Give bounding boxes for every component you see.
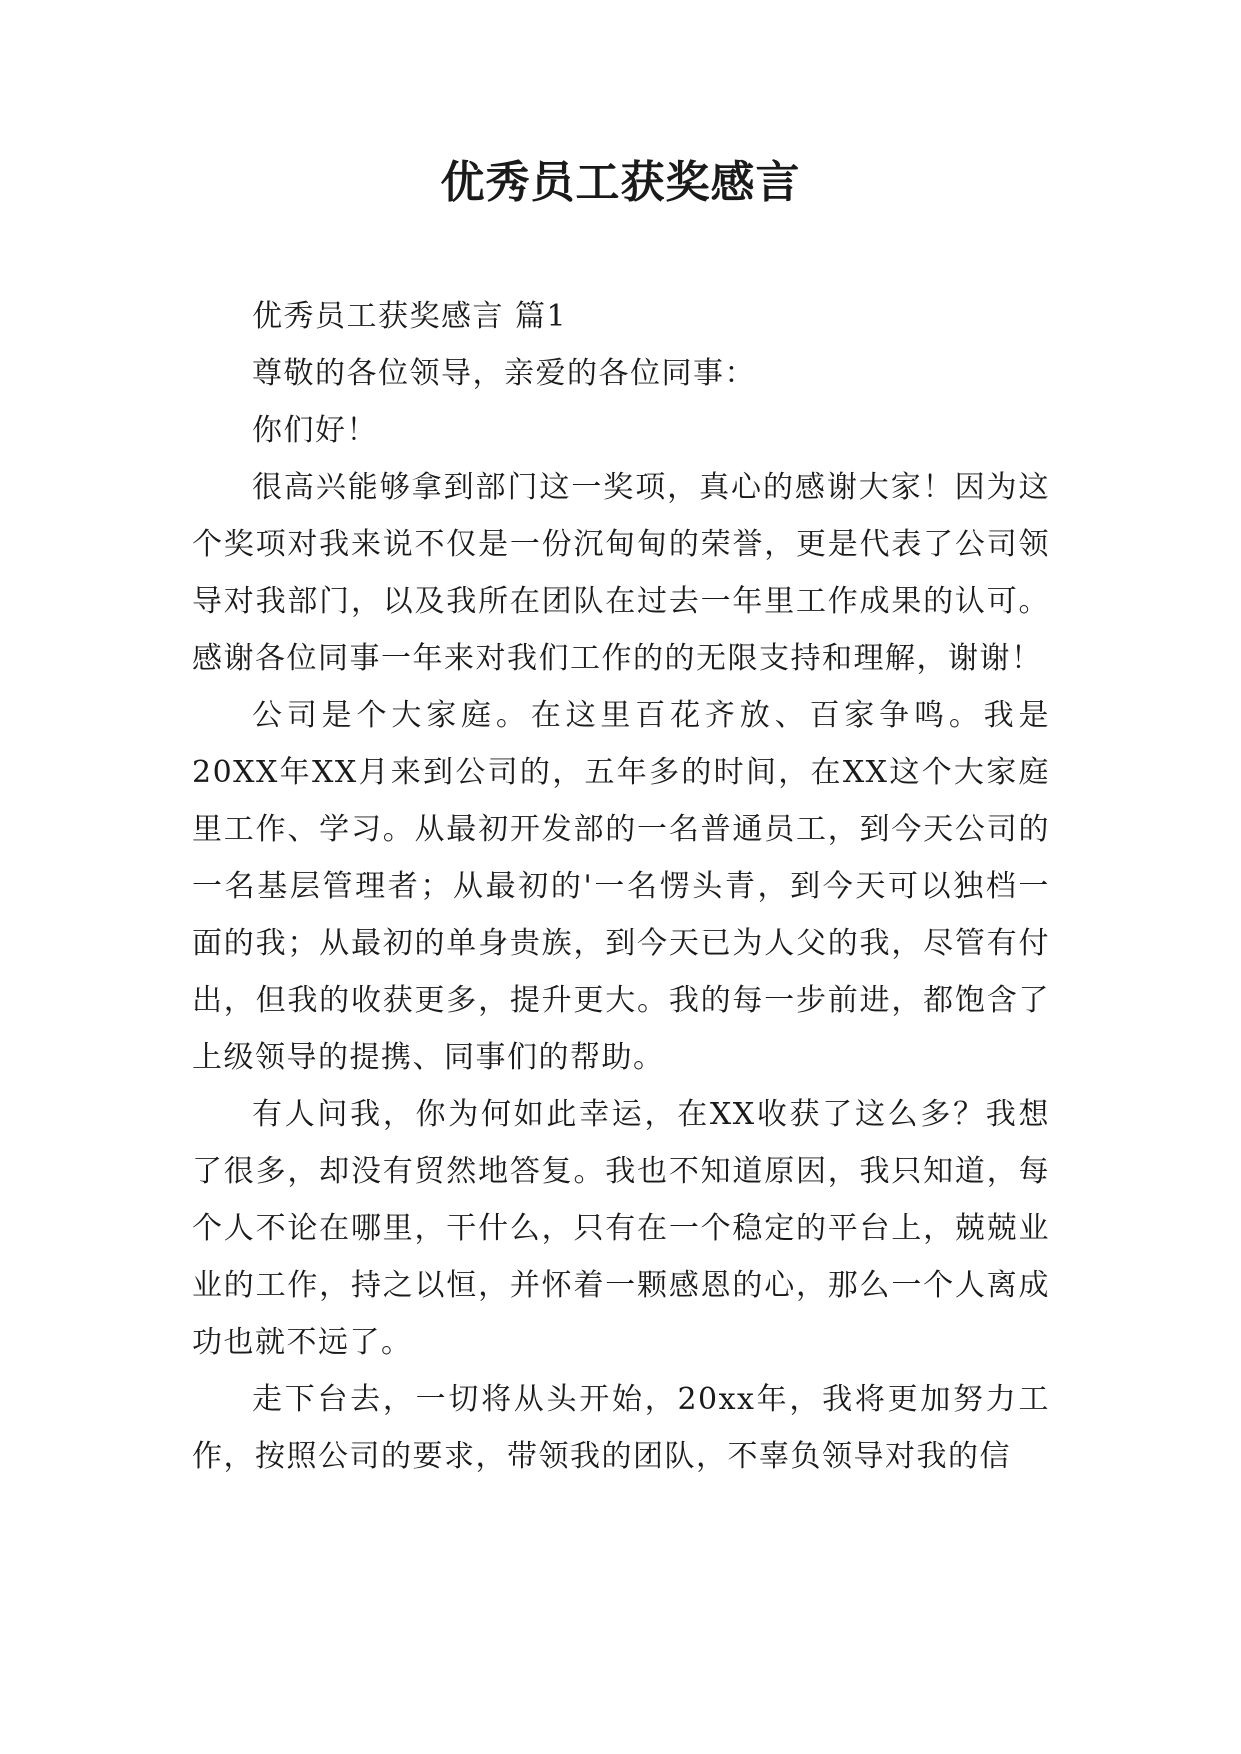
salutation: 尊敬的各位领导，亲爱的各位同事：: [252, 356, 756, 391]
body-paragraph: 有人问我，你为何如此幸运，在XX收获了这么多？我想了很多，却没有贸然地答复。我也不知道原因，我只知道，每个人不论在哪里，干什么，只有在一个稳定的平台上，兢兢业业的工作，持之以恒，并怀着一颗感恩的心，那么一个人离成功也就不远了。: [192, 1097, 1050, 1360]
greeting: 你们好！: [252, 413, 378, 448]
body-paragraph: 很高兴能够拿到部门这一奖项，真心的感谢大家！因为这个奖项对我来说不仅是一份沉甸甸的荣誉，更是代表了公司领导对我部门，以及我所在团队在过去一年里工作成果的认可。感谢各位同事一年来对我们工作的的无限支持和理解，谢谢！: [192, 470, 1050, 676]
section-heading: 优秀员工获奖感言 篇1: [252, 299, 568, 334]
document-title: 优秀员工获奖感言: [440, 157, 801, 208]
body-paragraph: 公司是个大家庭。在这里百花齐放、百家争鸣。我是20XX年XX月来到公司的，五年多的时间，在XX这个大家庭里工作、学习。从最初开发部的一名普通员工，到今天公司的一名基层管理者；从最初的'一名愣头青，到今天可以独档一面的我；从最初的单身贵族，到今天已为人父的我，尽管有付出，但我的收获更多，提升更大。我的每一步前进，都饱含了上级领导的提携、同事们的帮助。: [192, 698, 1050, 1075]
document-body: [192, 288, 1050, 1485]
body-paragraph: 走下台去，一切将从头开始，20xx年，我将更加努力工作，按照公司的要求，带领我的团队，不辜负领导对我的信: [192, 1382, 1050, 1474]
